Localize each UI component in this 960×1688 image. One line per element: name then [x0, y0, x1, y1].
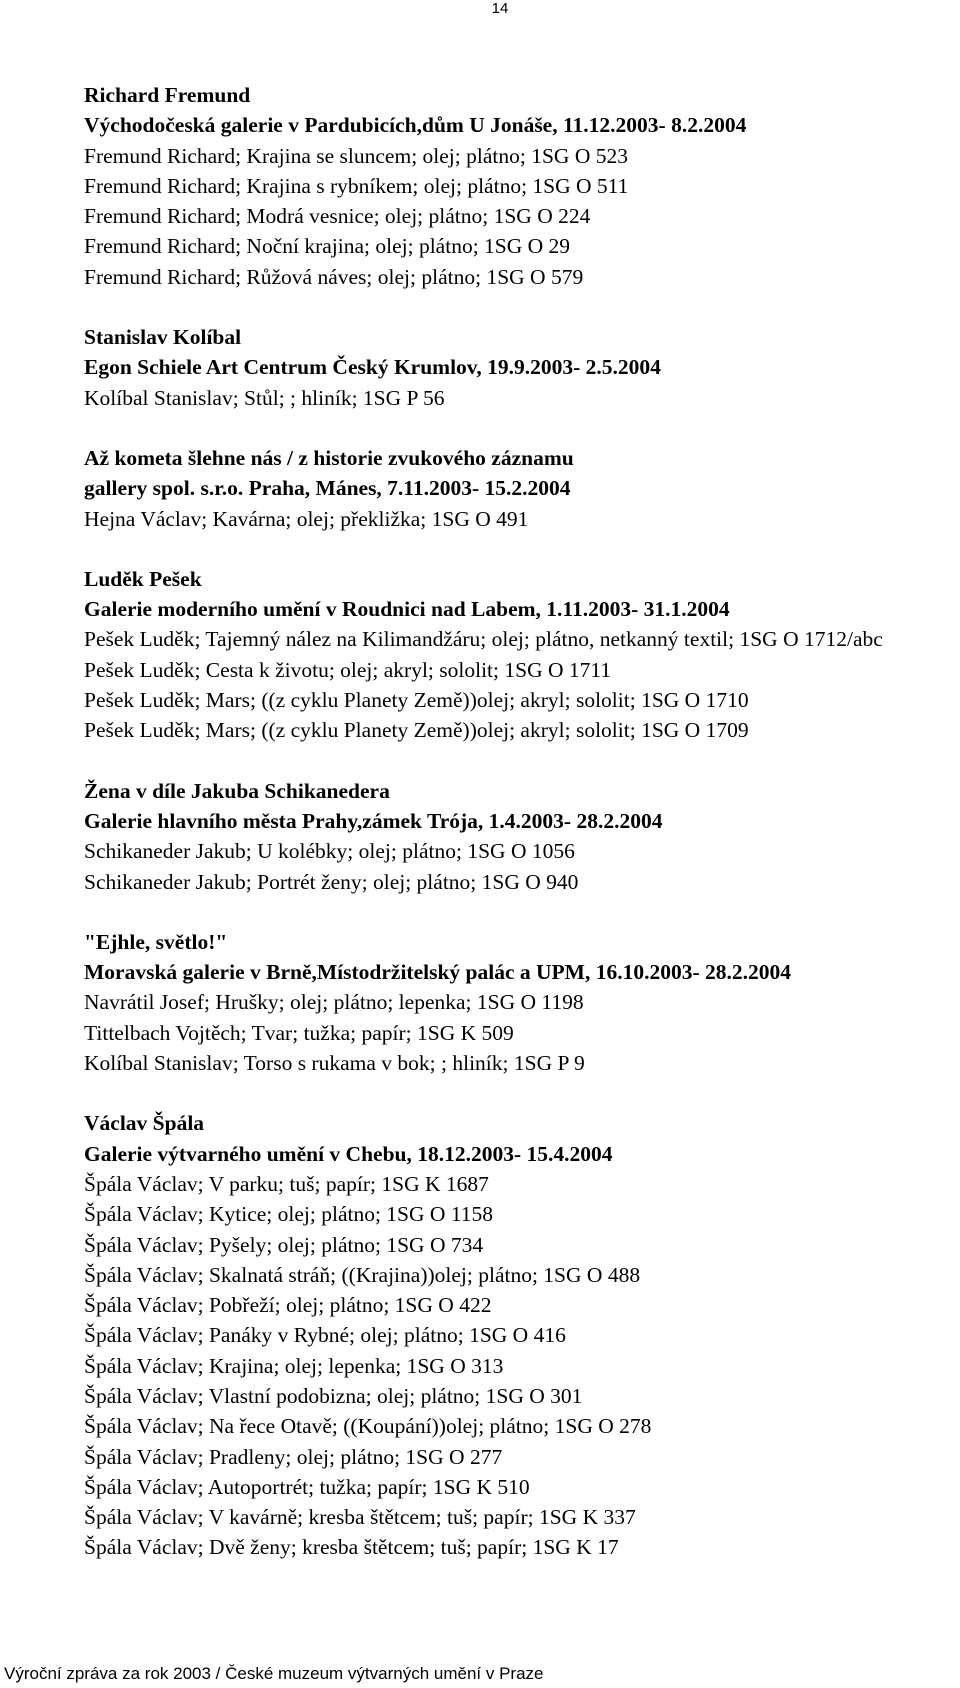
artwork-line: Špála Václav; Dvě ženy; kresba štětcem; tuš; papír; 1SG K 17 [84, 1535, 619, 1560]
exhibition-entry [84, 1108, 960, 1562]
page-footer: Výroční zpráva za rok 2003 / České muzeum výtvarných umění v Praze [4, 1664, 544, 1683]
artwork-line: Špála Václav; Na řece Otavě; ((Koupání))olej; plátno; 1SG O 278 [84, 1414, 652, 1439]
artwork-line: Špála Václav; Autoportrét; tužka; papír; 1SG K 510 [84, 1474, 530, 1499]
exhibition-venue: Egon Schiele Art Centrum Český Krumlov, 19.9.2003- 2.5.2004 [84, 355, 661, 380]
artwork-line: Hejna Václav; Kavárna; olej; překližka; 1SG O 491 [84, 506, 529, 531]
artwork-line: Navrátil Josef; Hrušky; olej; plátno; lepenka; 1SG O 1198 [84, 990, 584, 1015]
artwork-line: Kolíbal Stanislav; Torso s rukama v bok; ; hliník; 1SG P 9 [84, 1051, 585, 1076]
exhibition-venue: Galerie moderního umění v Roudnici nad Labem, 1.11.2003- 31.1.2004 [84, 597, 730, 622]
exhibition-entry [84, 443, 960, 534]
exhibition-entry [84, 776, 960, 897]
exhibition-venue: Východočeská galerie v Pardubicích,dům U Jonáše, 11.12.2003- 8.2.2004 [84, 113, 747, 138]
exhibition-entry [84, 927, 960, 1078]
artwork-line: Pešek Luděk; Tajemný nález na Kilimandžáru; olej; plátno, netkanný textil; 1SG O 1712/abc [84, 627, 883, 652]
artwork-line: Tittelbach Vojtěch; Tvar; tužka; papír; 1SG K 509 [84, 1020, 514, 1045]
artwork-line: Špála Václav; V kavárně; kresba štětcem; tuš; papír; 1SG K 337 [84, 1505, 636, 1530]
artwork-line: Fremund Richard; Krajina s rybníkem; olej; plátno; 1SG O 511 [84, 173, 629, 198]
artwork-line: Fremund Richard; Krajina se sluncem; olej; plátno; 1SG O 523 [84, 143, 628, 168]
exhibition-heading: Václav Špála [84, 1111, 205, 1136]
exhibition-venue: Galerie hlavního města Prahy,zámek Trója, 1.4.2003- 28.2.2004 [84, 808, 663, 833]
exhibition-entry [84, 322, 960, 413]
exhibition-heading: Luděk Pešek [84, 566, 202, 591]
artwork-line: Fremund Richard; Modrá vesnice; olej; plátno; 1SG O 224 [84, 204, 591, 229]
artwork-line: Pešek Luděk; Mars; ((z cyklu Planety Země))olej; akryl; sololit; 1SG O 1709 [84, 718, 749, 743]
artwork-line: Špála Václav; V parku; tuš; papír; 1SG K 1687 [84, 1171, 489, 1196]
artwork-line: Pešek Luděk; Mars; ((z cyklu Planety Země))olej; akryl; sololit; 1SG O 1710 [84, 688, 749, 713]
artwork-line: Špála Václav; Krajina; olej; lepenka; 1SG O 313 [84, 1353, 504, 1378]
artwork-line: Fremund Richard; Noční krajina; olej; plátno; 1SG O 29 [84, 234, 571, 259]
exhibition-heading: Žena v díle Jakuba Schikanedera [84, 778, 390, 803]
exhibition-venue: gallery spol. s.r.o. Praha, Mánes, 7.11.2003- 15.2.2004 [84, 476, 571, 501]
exhibition-heading: Richard Fremund [84, 83, 251, 107]
artwork-line: Špála Václav; Kytice; olej; plátno; 1SG O 1158 [84, 1202, 494, 1227]
artwork-line: Kolíbal Stanislav; Stůl; ; hliník; 1SG P 56 [84, 385, 445, 410]
exhibition-entry [84, 564, 960, 746]
exhibition-entry [84, 80, 960, 292]
artwork-line: Špála Václav; Vlastní podobizna; olej; plátno; 1SG O 301 [84, 1383, 583, 1408]
artwork-line: Špála Václav; Skalnatá stráň; ((Krajina))olej; plátno; 1SG O 488 [84, 1262, 641, 1287]
document-body [84, 80, 960, 1593]
artwork-line: Špála Václav; Pyšely; olej; plátno; 1SG O 734 [84, 1232, 484, 1257]
exhibition-heading: Stanislav Kolíbal [84, 325, 242, 350]
artwork-line: Schikaneder Jakub; Portrét ženy; olej; plátno; 1SG O 940 [84, 869, 579, 894]
exhibition-heading: "Ejhle, světlo!" [84, 929, 228, 954]
artwork-line: Špála Václav; Panáky v Rybné; olej; plátno; 1SG O 416 [84, 1323, 566, 1348]
artwork-line: Fremund Richard; Růžová náves; olej; plátno; 1SG O 579 [84, 264, 584, 289]
artwork-line: Pešek Luděk; Cesta k životu; olej; akryl; sololit; 1SG O 1711 [84, 657, 612, 682]
exhibition-venue: Moravská galerie v Brně,Místodržitelský palác a UPM, 16.10.2003- 28.2.2004 [84, 960, 792, 985]
exhibition-venue: Galerie výtvarného umění v Chebu, 18.12.2003- 15.4.2004 [84, 1141, 613, 1166]
page-number: 14 [491, 0, 509, 17]
artwork-line: Špála Václav; Pradleny; olej; plátno; 1SG O 277 [84, 1444, 503, 1469]
artwork-line: Špála Václav; Pobřeží; olej; plátno; 1SG O 422 [84, 1293, 492, 1318]
exhibition-heading: Až kometa šlehne nás / z historie zvukového záznamu [84, 445, 574, 470]
artwork-line: Schikaneder Jakub; U kolébky; olej; plátno; 1SG O 1056 [84, 839, 575, 864]
